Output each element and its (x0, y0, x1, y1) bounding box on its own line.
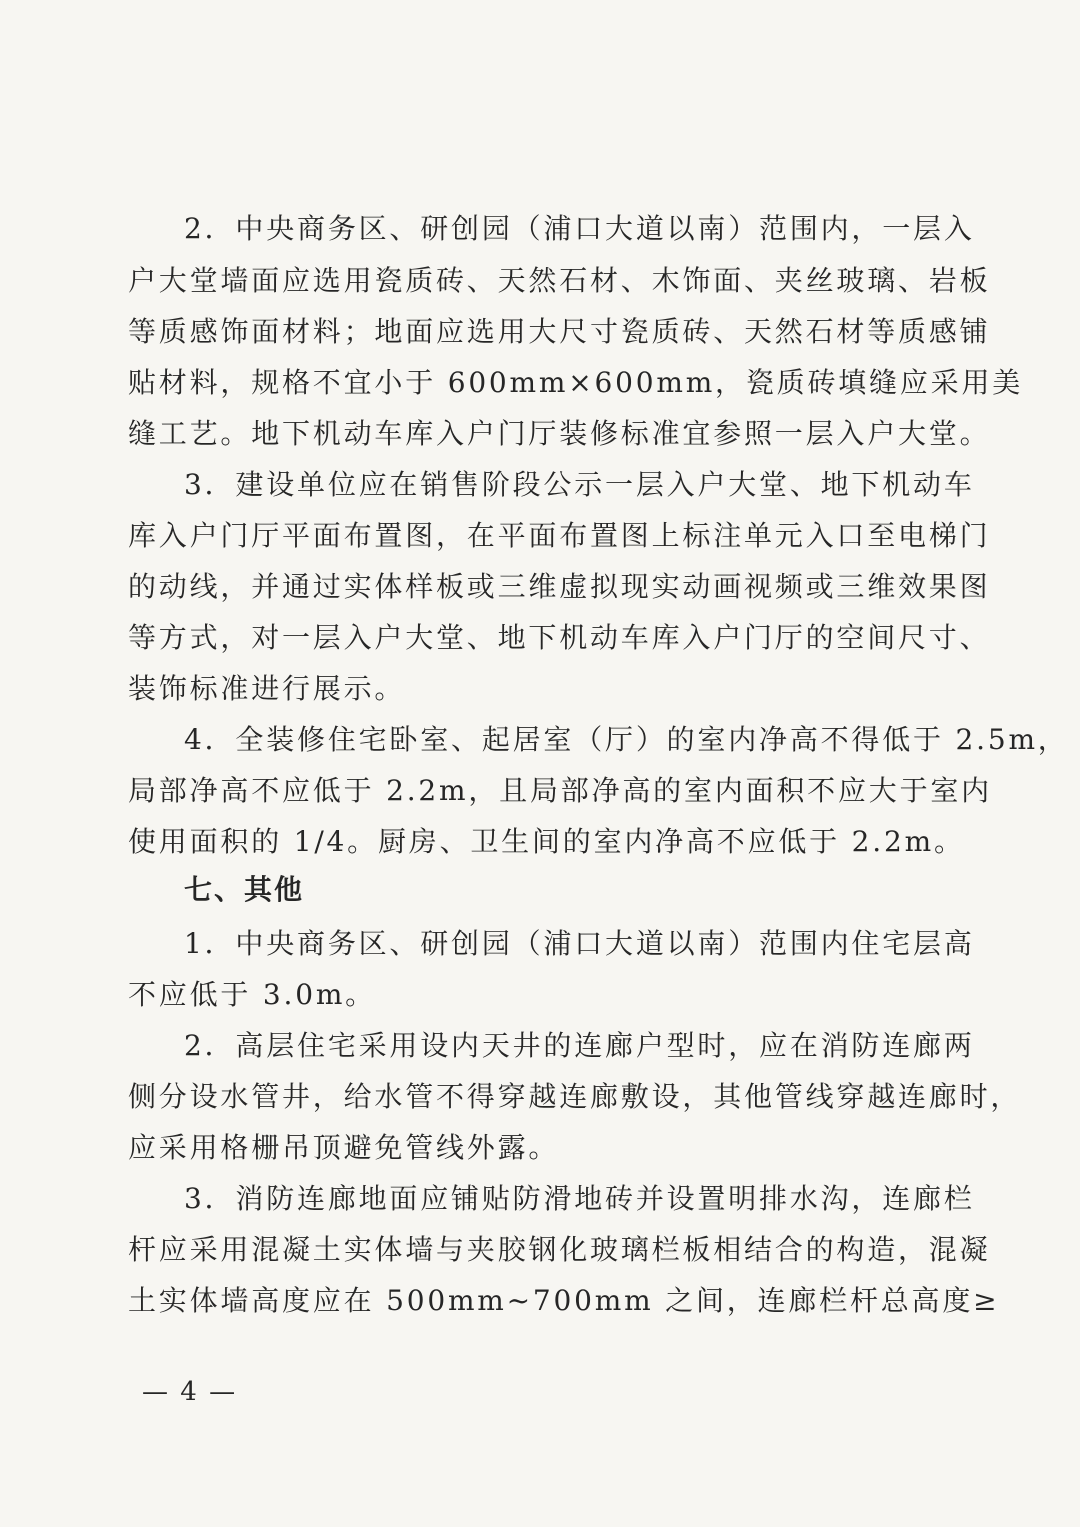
paragraph-line: 4．全装修住宅卧室、起居室（厅）的室内净高不得低于 2.5m， (184, 723, 1069, 756)
paragraph-line: 使用面积的 1/4。厨房、卫生间的室内净高不应低于 2.2m。 (128, 825, 965, 858)
paragraph-line: 局部净高不应低于 2.2m，且局部净高的室内面积不应大于室内 (128, 774, 992, 807)
paragraph-line: 等方式，对一层入户大堂、地下机动车库入户门厅的空间尺寸、 (128, 621, 991, 654)
paragraph-line: 3．建设单位应在销售阶段公示一层入户大堂、地下机动车 (184, 468, 975, 501)
paragraph-line: 贴材料，规格不宜小于 600mm×600mm，瓷质砖填缝应采用美 (128, 366, 1024, 399)
paragraph-line: 装饰标准进行展示。 (128, 672, 406, 705)
paragraph-line: 不应低于 3.0m。 (128, 978, 376, 1011)
paragraph-line: 缝工艺。地下机动车库入户门厅装修标准宜参照一层入户大堂。 (128, 417, 991, 450)
paragraph-line: 杆应采用混凝土实体墙与夹胶钢化玻璃栏板相结合的构造，混凝 (128, 1233, 991, 1266)
paragraph-line: 等质感饰面材料；地面应选用大尺寸瓷质砖、天然石材等质感铺 (128, 315, 991, 348)
page-number: — 4 — (142, 1377, 238, 1407)
paragraph-line: 的动线，并通过实体样板或三维虚拟现实动画视频或三维效果图 (128, 570, 991, 603)
paragraph-line: 2．中央商务区、研创园（浦口大道以南）范围内，一层入 (184, 212, 975, 245)
paragraph-line: 3．消防连廊地面应铺贴防滑地砖并设置明排水沟，连廊栏 (184, 1182, 975, 1215)
section-heading: 七、其他 (184, 873, 305, 906)
paragraph-line: 应采用格栅吊顶避免管线外露。 (128, 1131, 560, 1164)
paragraph-line: 库入户门厅平面布置图，在平面布置图上标注单元入口至电梯门 (128, 519, 991, 552)
paragraph-line: 2．高层住宅采用设内天井的连廊户型时，应在消防连廊两 (184, 1029, 975, 1062)
paragraph-line: 土实体墙高度应在 500mm~700mm 之间，连廊栏杆总高度≥ (128, 1284, 1000, 1317)
paragraph-line: 户大堂墙面应选用瓷质砖、天然石材、木饰面、夹丝玻璃、岩板 (128, 264, 991, 297)
paragraph-line: 侧分设水管井，给水管不得穿越连廊敷设，其他管线穿越连廊时， (128, 1080, 1022, 1113)
paragraph-line: 1．中央商务区、研创园（浦口大道以南）范围内住宅层高 (184, 927, 975, 960)
